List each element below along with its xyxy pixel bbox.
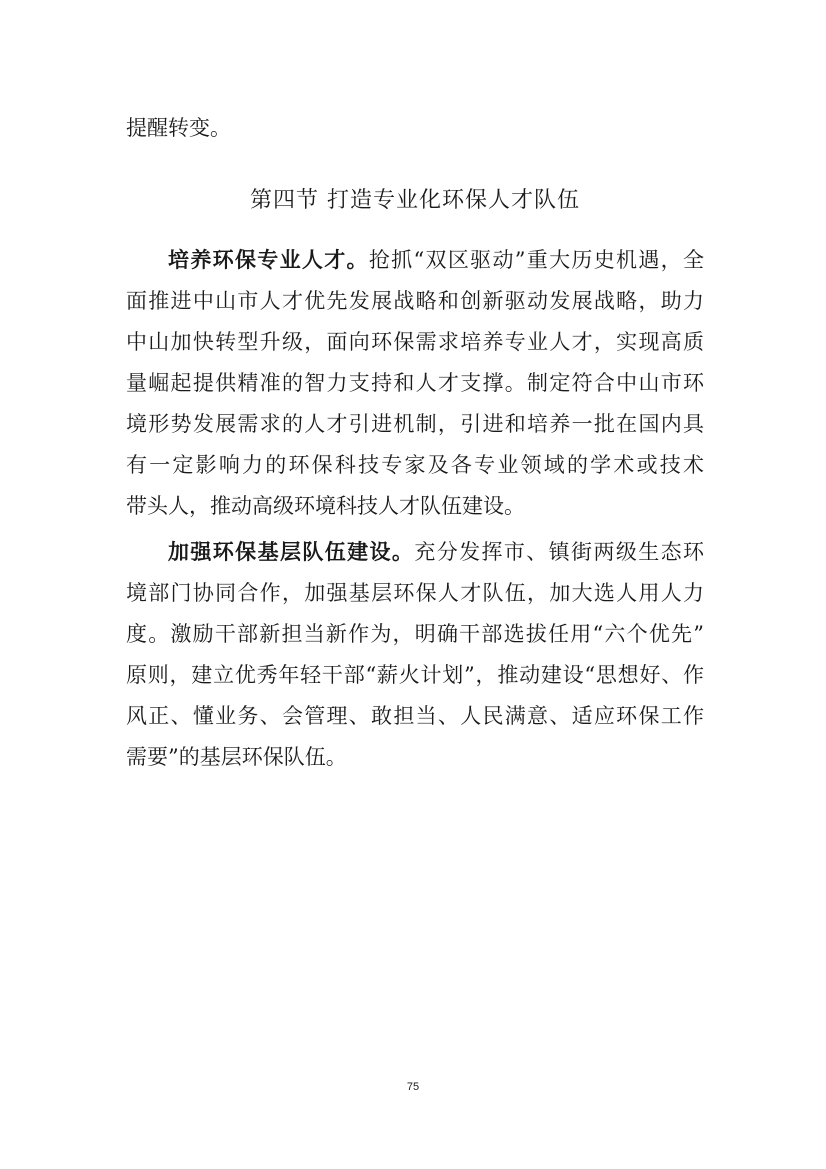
paragraph-line: 面推进中山市人才优先发展战略和创新驱动发展战略，助力 — [126, 289, 704, 313]
paragraph-text: 充分发挥市、镇街两级生态环 — [414, 540, 705, 564]
carryover-text: 提醒转变。 — [126, 116, 231, 140]
paragraph-line: 有一定影响力的环保科技专家及各专业领域的学术或技术 — [126, 453, 704, 477]
paragraph-line: 境形势发展需求的人才引进机制，引进和培养一批在国内具 — [126, 412, 704, 436]
paragraph-line: 中山加快转型升级，面向环保需求培养专业人才，实现高质 — [126, 330, 704, 354]
paragraph-line: 境部门协同合作，加强基层环保人才队伍，加大选人用人力 — [126, 581, 704, 605]
paragraph-text: 抢抓“双区驱动”重大历史机遇，全 — [368, 248, 704, 272]
paragraph-line: 度。激励干部新担当新作为，明确干部选拔任用“六个优先” — [126, 622, 704, 646]
paragraph-line — [126, 243, 704, 277]
carryover-line — [126, 111, 704, 145]
paragraph-line: 需要”的基层环保队伍。 — [126, 745, 347, 769]
paragraph-line — [126, 535, 704, 569]
paragraph-lead: 培养环保专业人才。 — [168, 247, 369, 272]
paragraph-line: 带头人，推动高级环境科技人才队伍建设。 — [126, 494, 525, 518]
paragraph-line: 原则，建立优秀年轻干部“薪火计划”，推动建设“思想好、作 — [126, 663, 704, 687]
page-number: 75 — [406, 1081, 420, 1093]
section-heading: 第四节 打造专业化环保人才队伍 — [250, 188, 580, 213]
paragraph-line: 量崛起提供精准的智力支持和人才支撑。制定符合中山市环 — [126, 371, 704, 395]
paragraph-line: 风正、懂业务、会管理、敢担当、人民满意、适应环保工作 — [126, 704, 704, 728]
paragraph-lead: 加强环保基层队伍建设。 — [168, 539, 415, 564]
